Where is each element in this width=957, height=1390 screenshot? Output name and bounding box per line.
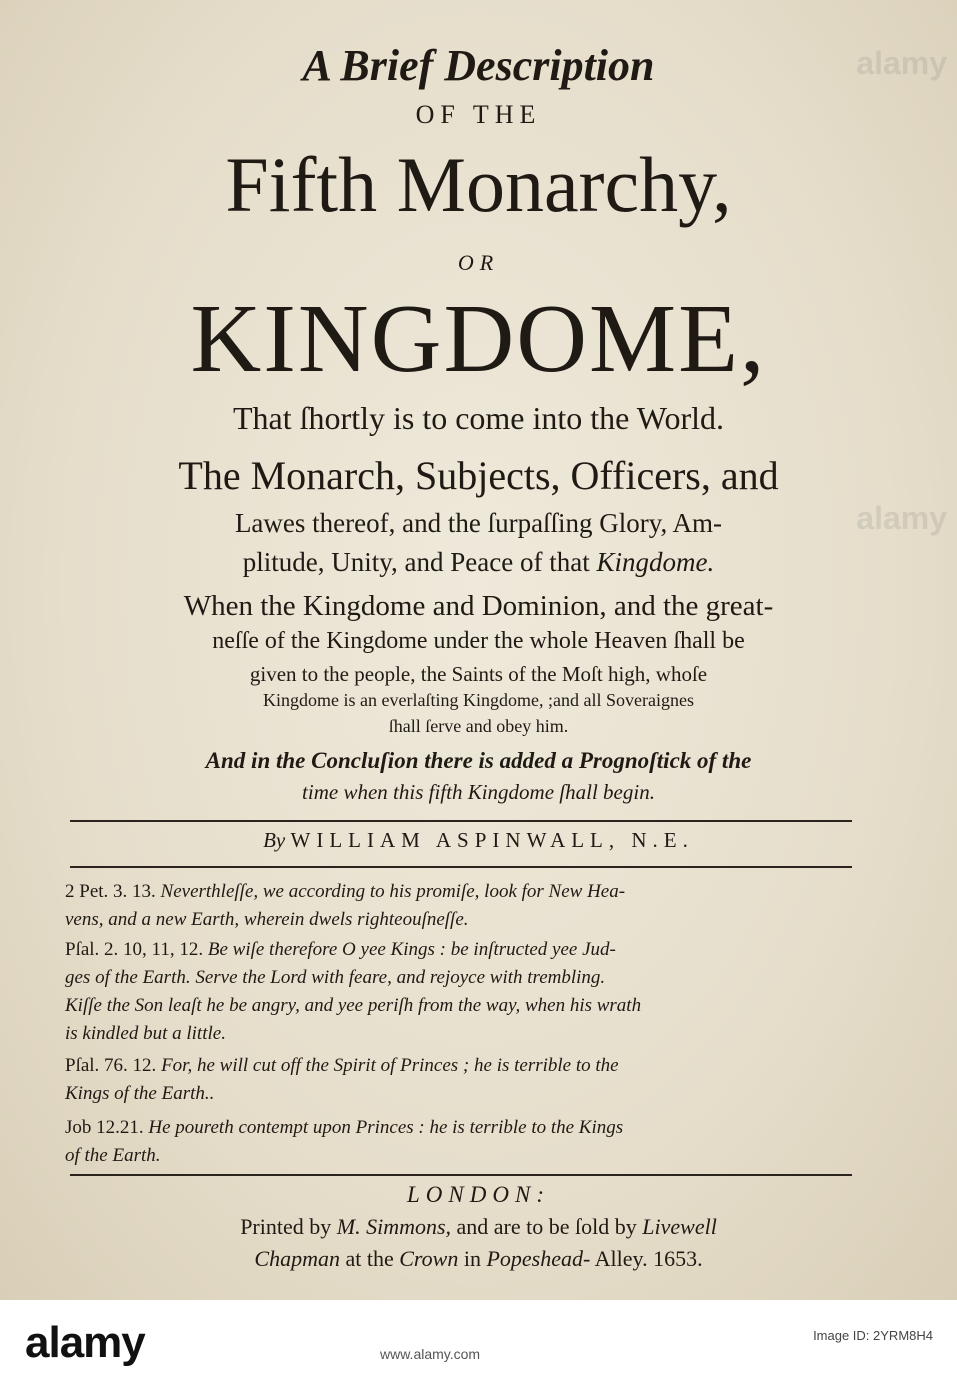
alamy-url: www.alamy.com (380, 1346, 481, 1362)
overlay-watermark: alamy (856, 500, 947, 536)
imprint-city: LONDON: (407, 1182, 550, 1207)
image-id: Image ID: 2YRM8H4 (813, 1328, 933, 1343)
imprint-line-1 (0, 1214, 957, 1240)
overlay-watermark: alamy (856, 45, 947, 81)
imprint-street: Popeshead- (486, 1246, 591, 1271)
scripture-text: Kiſſe the Son leaſt he be angry, and yee periſh from the way, when his wrath (65, 995, 642, 1016)
scripture-text: Neverthleſſe, we according to his promiſe, look for New Hea- (155, 881, 626, 902)
imprint-seller: Chapman (254, 1246, 340, 1271)
scripture-text: Kings of the Earth.. (65, 1083, 215, 1104)
author-by: By (263, 828, 291, 852)
title-line-given: given to the people, the Saints of the Moſt high, whoſe (249, 662, 708, 686)
scripture-text: of the Earth. (65, 1145, 161, 1166)
rule-above-author (70, 820, 852, 822)
title-line-serve: ſhall ſerve and obey him. (388, 716, 569, 736)
scripture-text: Be wiſe therefore O yee Kings : be inſtructed yee Jud- (203, 939, 616, 960)
imprint-text: at the (339, 1246, 400, 1271)
title-line-brief-description: A Brief Description (302, 41, 655, 90)
scripture-text: is kindled but a little. (65, 1023, 226, 1044)
scripture-text: vens, and a new Earth, wherein dwels righteouſneſſe. (65, 909, 469, 930)
title-line-shortly: That ſhortly is to come into the World. (233, 400, 724, 436)
title-line-everlasting: Kingdome is an everlaſting Kingdome, ;and all Soveraignes (263, 690, 694, 710)
author-name: WILLIAM ASPINWALL, N.E. (290, 828, 694, 852)
scripture-text: For, he will cut off the Spirit of Princes ; he is terrible to the (156, 1055, 619, 1076)
plitude-text: plitude, Unity, and Peace of that (242, 547, 597, 577)
title-line-or: OR (457, 250, 500, 275)
scripture-text: ges of the Earth. Serve the Lord with feare, and rejoyce with trembling. (65, 967, 606, 988)
rule-below-author (70, 866, 852, 868)
title-line-of-the: OF THE (415, 100, 542, 129)
imprint-sign: Crown (399, 1246, 459, 1271)
imprint-text: Printed by (240, 1214, 337, 1239)
title-line-lawes: Lawes thereof, and the ſurpaſſing Glory, Am- (234, 508, 723, 538)
title-line-fifth-kingdome-begin: time when this fifth Kingdome ſhall begin. (302, 780, 655, 804)
alamy-logo: alamy (25, 1318, 145, 1367)
imprint-printer: M. Simmons, (336, 1214, 452, 1239)
scripture-ref: Job 12.21. (65, 1117, 144, 1138)
imprint-seller: Livewell (642, 1214, 717, 1239)
scripture-psal-2 (65, 936, 855, 1048)
scripture-job (65, 1114, 855, 1170)
title-line-kingdome: KINGDOME, (190, 285, 767, 393)
author-line (0, 828, 957, 853)
title-line-when-the-kingdome: When the Kingdome and Dominion, and the great- (183, 590, 774, 622)
scripture-ref: Pſal. 76. 12. (65, 1055, 157, 1076)
title-line-conclusion: And in the Concluſion there is added a Prognoſtick of the (205, 748, 752, 773)
imprint-text: in (458, 1246, 487, 1271)
title-line-nesse: neſſe of the Kingdome under the whole Heaven ſhall be (212, 628, 745, 654)
imprint-year: Alley. 1653. (590, 1246, 703, 1271)
scripture-text: He poureth contempt upon Princes : he is terrible to the Kings (143, 1117, 624, 1138)
imprint-text: and are to be ſold by (451, 1214, 643, 1239)
scripture-ref: Pſal. 2. 10, 11, 12. (65, 939, 204, 960)
scripture-psal-76 (65, 1052, 855, 1108)
plitude-kingdome-italic: Kingdome. (596, 547, 715, 577)
title-line-plitude (0, 547, 957, 578)
scripture-ref: 2 Pet. 3. 13. (65, 881, 156, 902)
scripture-2-pet (65, 878, 855, 934)
title-line-fifth-monarchy: Fifth Monarchy, (225, 141, 732, 228)
rule-above-imprint (70, 1174, 852, 1176)
imprint-line-2 (0, 1246, 957, 1272)
title-line-monarch-subjects: The Monarch, Subjects, Officers, and (178, 453, 779, 498)
